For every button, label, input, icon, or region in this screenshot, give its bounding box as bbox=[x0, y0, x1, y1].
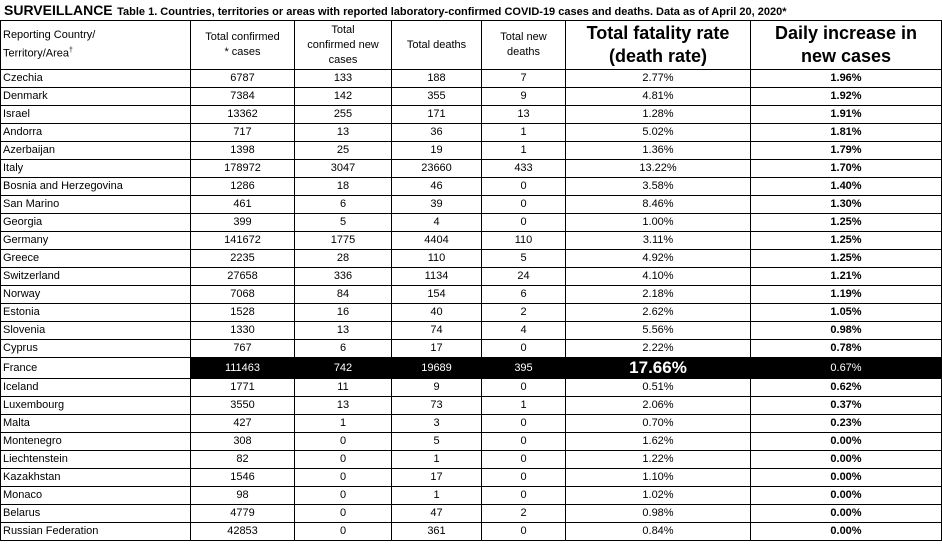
fatality-rate-cell: 1.22% bbox=[566, 451, 751, 469]
total-deaths-cell: 4 bbox=[392, 214, 482, 232]
total-confirmed-cell: 7068 bbox=[191, 286, 295, 304]
table-row bbox=[1, 415, 942, 433]
fatality-rate-cell: 2.22% bbox=[566, 340, 751, 358]
fatality-rate-cell: 4.92% bbox=[566, 250, 751, 268]
new-deaths-cell: 0 bbox=[482, 487, 566, 505]
new-deaths-cell: 0 bbox=[482, 178, 566, 196]
new-confirmed-cell: 13 bbox=[295, 124, 392, 142]
total-deaths-cell: 3 bbox=[392, 415, 482, 433]
daily-increase-cell: 1.21% bbox=[751, 268, 942, 286]
header-country: Reporting Country/ Territory/Area† bbox=[1, 21, 191, 70]
fatality-rate-cell: 5.56% bbox=[566, 322, 751, 340]
daily-increase-cell: 0.00% bbox=[751, 469, 942, 487]
table-row bbox=[1, 232, 942, 250]
total-deaths-cell: 73 bbox=[392, 397, 482, 415]
new-deaths-cell: 5 bbox=[482, 250, 566, 268]
table-row bbox=[1, 523, 942, 541]
total-deaths-cell: 9 bbox=[392, 379, 482, 397]
country-cell: Malta bbox=[1, 415, 191, 433]
total-confirmed-cell: 1528 bbox=[191, 304, 295, 322]
total-confirmed-cell: 6787 bbox=[191, 70, 295, 88]
table-row bbox=[1, 304, 942, 322]
new-confirmed-cell: 11 bbox=[295, 379, 392, 397]
country-cell: Russian Federation bbox=[1, 523, 191, 541]
total-deaths-cell: 1 bbox=[392, 487, 482, 505]
new-confirmed-cell: 142 bbox=[295, 88, 392, 106]
new-confirmed-cell: 13 bbox=[295, 322, 392, 340]
table-row bbox=[1, 178, 942, 196]
table-row bbox=[1, 451, 942, 469]
daily-increase-cell: 0.00% bbox=[751, 505, 942, 523]
daily-increase-cell: 1.25% bbox=[751, 250, 942, 268]
total-confirmed-cell: 27658 bbox=[191, 268, 295, 286]
total-confirmed-cell: 1398 bbox=[191, 142, 295, 160]
daily-increase-cell: 0.37% bbox=[751, 397, 942, 415]
daily-increase-cell: 1.25% bbox=[751, 214, 942, 232]
table-title: Table 1. Countries, territories or areas with reported laboratory-confirmed COVID-19 cases and deaths. Data as of April 20, 2020* bbox=[117, 6, 787, 18]
daily-increase-cell: 1.81% bbox=[751, 124, 942, 142]
daily-increase-cell: 0.00% bbox=[751, 433, 942, 451]
table-body bbox=[1, 70, 942, 541]
fatality-rate-cell: 0.84% bbox=[566, 523, 751, 541]
new-deaths-cell: 433 bbox=[482, 160, 566, 178]
country-cell: Czechia bbox=[1, 70, 191, 88]
surveillance-heading: SURVEILLANCE bbox=[4, 2, 113, 18]
fatality-rate-cell: 2.06% bbox=[566, 397, 751, 415]
fatality-rate-cell: 17.66% bbox=[566, 358, 751, 379]
new-confirmed-cell: 3047 bbox=[295, 160, 392, 178]
daily-increase-cell: 1.92% bbox=[751, 88, 942, 106]
total-confirmed-cell: 1546 bbox=[191, 469, 295, 487]
header-fatality-rate: Total fatality rate (death rate) bbox=[566, 21, 751, 70]
table-row bbox=[1, 250, 942, 268]
header-new-deaths: Total new deaths bbox=[482, 21, 566, 70]
country-cell: Italy bbox=[1, 160, 191, 178]
total-confirmed-cell: 98 bbox=[191, 487, 295, 505]
fatality-rate-cell: 1.02% bbox=[566, 487, 751, 505]
new-confirmed-cell: 28 bbox=[295, 250, 392, 268]
country-cell: Luxembourg bbox=[1, 397, 191, 415]
daily-increase-cell: 0.23% bbox=[751, 415, 942, 433]
table-row bbox=[1, 70, 942, 88]
country-cell: France bbox=[1, 358, 191, 379]
daily-increase-cell: 1.19% bbox=[751, 286, 942, 304]
fatality-rate-cell: 3.58% bbox=[566, 178, 751, 196]
new-deaths-cell: 1 bbox=[482, 397, 566, 415]
total-deaths-cell: 17 bbox=[392, 340, 482, 358]
table-row bbox=[1, 379, 942, 397]
table-row bbox=[1, 358, 942, 379]
new-deaths-cell: 0 bbox=[482, 340, 566, 358]
new-deaths-cell: 0 bbox=[482, 523, 566, 541]
country-cell: Bosnia and Herzegovina bbox=[1, 178, 191, 196]
total-confirmed-cell: 13362 bbox=[191, 106, 295, 124]
total-deaths-cell: 17 bbox=[392, 469, 482, 487]
new-deaths-cell: 1 bbox=[482, 142, 566, 160]
header-total-deaths: Total deaths bbox=[392, 21, 482, 70]
daily-increase-cell: 0.00% bbox=[751, 487, 942, 505]
total-confirmed-cell: 178972 bbox=[191, 160, 295, 178]
daily-increase-cell: 1.91% bbox=[751, 106, 942, 124]
table-row bbox=[1, 106, 942, 124]
daily-increase-cell: 1.40% bbox=[751, 178, 942, 196]
daily-increase-cell: 1.70% bbox=[751, 160, 942, 178]
total-deaths-cell: 36 bbox=[392, 124, 482, 142]
fatality-rate-cell: 1.10% bbox=[566, 469, 751, 487]
table-row bbox=[1, 160, 942, 178]
daily-increase-cell: 1.05% bbox=[751, 304, 942, 322]
total-confirmed-cell: 1771 bbox=[191, 379, 295, 397]
country-cell: San Marino bbox=[1, 196, 191, 214]
total-deaths-cell: 4404 bbox=[392, 232, 482, 250]
country-cell: Montenegro bbox=[1, 433, 191, 451]
total-confirmed-cell: 461 bbox=[191, 196, 295, 214]
total-deaths-cell: 19 bbox=[392, 142, 482, 160]
covid-cases-table bbox=[0, 20, 942, 541]
country-cell: Greece bbox=[1, 250, 191, 268]
total-deaths-cell: 154 bbox=[392, 286, 482, 304]
table-row bbox=[1, 433, 942, 451]
new-confirmed-cell: 0 bbox=[295, 451, 392, 469]
new-confirmed-cell: 13 bbox=[295, 397, 392, 415]
total-deaths-cell: 19689 bbox=[392, 358, 482, 379]
total-deaths-cell: 74 bbox=[392, 322, 482, 340]
total-confirmed-cell: 3550 bbox=[191, 397, 295, 415]
fatality-rate-cell: 3.11% bbox=[566, 232, 751, 250]
country-cell: Israel bbox=[1, 106, 191, 124]
daily-increase-cell: 1.79% bbox=[751, 142, 942, 160]
new-confirmed-cell: 336 bbox=[295, 268, 392, 286]
daily-increase-cell: 1.96% bbox=[751, 70, 942, 88]
total-deaths-cell: 39 bbox=[392, 196, 482, 214]
total-confirmed-cell: 82 bbox=[191, 451, 295, 469]
fatality-rate-cell: 5.02% bbox=[566, 124, 751, 142]
new-deaths-cell: 9 bbox=[482, 88, 566, 106]
daily-increase-cell: 1.30% bbox=[751, 196, 942, 214]
table-row bbox=[1, 469, 942, 487]
new-deaths-cell: 110 bbox=[482, 232, 566, 250]
table-row bbox=[1, 142, 942, 160]
total-deaths-cell: 1134 bbox=[392, 268, 482, 286]
total-deaths-cell: 110 bbox=[392, 250, 482, 268]
fatality-rate-cell: 8.46% bbox=[566, 196, 751, 214]
total-deaths-cell: 5 bbox=[392, 433, 482, 451]
total-deaths-cell: 1 bbox=[392, 451, 482, 469]
new-deaths-cell: 24 bbox=[482, 268, 566, 286]
new-deaths-cell: 395 bbox=[482, 358, 566, 379]
total-deaths-cell: 46 bbox=[392, 178, 482, 196]
total-deaths-cell: 188 bbox=[392, 70, 482, 88]
table-row bbox=[1, 505, 942, 523]
new-confirmed-cell: 0 bbox=[295, 469, 392, 487]
fatality-rate-cell: 13.22% bbox=[566, 160, 751, 178]
header-new-confirmed: Total confirmed new cases bbox=[295, 21, 392, 70]
fatality-rate-cell: 2.77% bbox=[566, 70, 751, 88]
header-total-confirmed: Total confirmed * cases bbox=[191, 21, 295, 70]
table-row bbox=[1, 214, 942, 232]
table-row bbox=[1, 487, 942, 505]
total-confirmed-cell: 42853 bbox=[191, 523, 295, 541]
country-cell: Germany bbox=[1, 232, 191, 250]
table-row bbox=[1, 196, 942, 214]
new-confirmed-cell: 16 bbox=[295, 304, 392, 322]
new-confirmed-cell: 1775 bbox=[295, 232, 392, 250]
fatality-rate-cell: 2.62% bbox=[566, 304, 751, 322]
new-deaths-cell: 0 bbox=[482, 379, 566, 397]
daily-increase-cell: 0.00% bbox=[751, 523, 942, 541]
new-confirmed-cell: 5 bbox=[295, 214, 392, 232]
country-cell: Liechtenstein bbox=[1, 451, 191, 469]
total-confirmed-cell: 1330 bbox=[191, 322, 295, 340]
daily-increase-cell: 0.78% bbox=[751, 340, 942, 358]
country-cell: Norway bbox=[1, 286, 191, 304]
new-deaths-cell: 0 bbox=[482, 451, 566, 469]
new-deaths-cell: 0 bbox=[482, 214, 566, 232]
total-deaths-cell: 23660 bbox=[392, 160, 482, 178]
fatality-rate-cell: 1.36% bbox=[566, 142, 751, 160]
country-cell: Iceland bbox=[1, 379, 191, 397]
new-deaths-cell: 0 bbox=[482, 415, 566, 433]
new-confirmed-cell: 1 bbox=[295, 415, 392, 433]
new-confirmed-cell: 0 bbox=[295, 505, 392, 523]
new-confirmed-cell: 84 bbox=[295, 286, 392, 304]
country-cell: Slovenia bbox=[1, 322, 191, 340]
country-cell: Monaco bbox=[1, 487, 191, 505]
total-confirmed-cell: 7384 bbox=[191, 88, 295, 106]
country-cell: Estonia bbox=[1, 304, 191, 322]
new-deaths-cell: 2 bbox=[482, 505, 566, 523]
table-header-row bbox=[1, 21, 942, 70]
new-confirmed-cell: 742 bbox=[295, 358, 392, 379]
new-deaths-cell: 4 bbox=[482, 322, 566, 340]
new-confirmed-cell: 18 bbox=[295, 178, 392, 196]
total-deaths-cell: 47 bbox=[392, 505, 482, 523]
new-deaths-cell: 0 bbox=[482, 433, 566, 451]
fatality-rate-cell: 2.18% bbox=[566, 286, 751, 304]
new-deaths-cell: 2 bbox=[482, 304, 566, 322]
fatality-rate-cell: 4.81% bbox=[566, 88, 751, 106]
fatality-rate-cell: 1.28% bbox=[566, 106, 751, 124]
new-confirmed-cell: 6 bbox=[295, 196, 392, 214]
country-cell: Belarus bbox=[1, 505, 191, 523]
total-confirmed-cell: 399 bbox=[191, 214, 295, 232]
table-row bbox=[1, 268, 942, 286]
new-confirmed-cell: 6 bbox=[295, 340, 392, 358]
table-caption bbox=[0, 0, 942, 20]
fatality-rate-cell: 0.98% bbox=[566, 505, 751, 523]
country-cell: Azerbaijan bbox=[1, 142, 191, 160]
table-row bbox=[1, 322, 942, 340]
country-cell: Georgia bbox=[1, 214, 191, 232]
total-confirmed-cell: 717 bbox=[191, 124, 295, 142]
new-deaths-cell: 6 bbox=[482, 286, 566, 304]
total-confirmed-cell: 1286 bbox=[191, 178, 295, 196]
table-row bbox=[1, 124, 942, 142]
country-cell: Kazakhstan bbox=[1, 469, 191, 487]
table-row bbox=[1, 340, 942, 358]
new-confirmed-cell: 0 bbox=[295, 487, 392, 505]
country-cell: Cyprus bbox=[1, 340, 191, 358]
header-daily-increase: Daily increase in new cases bbox=[751, 21, 942, 70]
table-row bbox=[1, 397, 942, 415]
daily-increase-cell: 0.67% bbox=[751, 358, 942, 379]
daily-increase-cell: 0.62% bbox=[751, 379, 942, 397]
total-deaths-cell: 171 bbox=[392, 106, 482, 124]
new-confirmed-cell: 0 bbox=[295, 523, 392, 541]
fatality-rate-cell: 4.10% bbox=[566, 268, 751, 286]
new-confirmed-cell: 255 bbox=[295, 106, 392, 124]
total-confirmed-cell: 427 bbox=[191, 415, 295, 433]
daily-increase-cell: 0.00% bbox=[751, 451, 942, 469]
total-deaths-cell: 361 bbox=[392, 523, 482, 541]
total-confirmed-cell: 4779 bbox=[191, 505, 295, 523]
new-deaths-cell: 0 bbox=[482, 196, 566, 214]
new-deaths-cell: 0 bbox=[482, 469, 566, 487]
fatality-rate-cell: 0.51% bbox=[566, 379, 751, 397]
table-row bbox=[1, 88, 942, 106]
new-confirmed-cell: 133 bbox=[295, 70, 392, 88]
new-deaths-cell: 7 bbox=[482, 70, 566, 88]
new-deaths-cell: 1 bbox=[482, 124, 566, 142]
new-confirmed-cell: 25 bbox=[295, 142, 392, 160]
total-confirmed-cell: 308 bbox=[191, 433, 295, 451]
fatality-rate-cell: 0.70% bbox=[566, 415, 751, 433]
total-confirmed-cell: 767 bbox=[191, 340, 295, 358]
country-cell: Denmark bbox=[1, 88, 191, 106]
new-confirmed-cell: 0 bbox=[295, 433, 392, 451]
total-confirmed-cell: 141672 bbox=[191, 232, 295, 250]
table-row bbox=[1, 286, 942, 304]
total-deaths-cell: 355 bbox=[392, 88, 482, 106]
total-deaths-cell: 40 bbox=[392, 304, 482, 322]
country-cell: Switzerland bbox=[1, 268, 191, 286]
total-confirmed-cell: 2235 bbox=[191, 250, 295, 268]
fatality-rate-cell: 1.62% bbox=[566, 433, 751, 451]
total-confirmed-cell: 111463 bbox=[191, 358, 295, 379]
daily-increase-cell: 1.25% bbox=[751, 232, 942, 250]
new-deaths-cell: 13 bbox=[482, 106, 566, 124]
daily-increase-cell: 0.98% bbox=[751, 322, 942, 340]
country-cell: Andorra bbox=[1, 124, 191, 142]
fatality-rate-cell: 1.00% bbox=[566, 214, 751, 232]
